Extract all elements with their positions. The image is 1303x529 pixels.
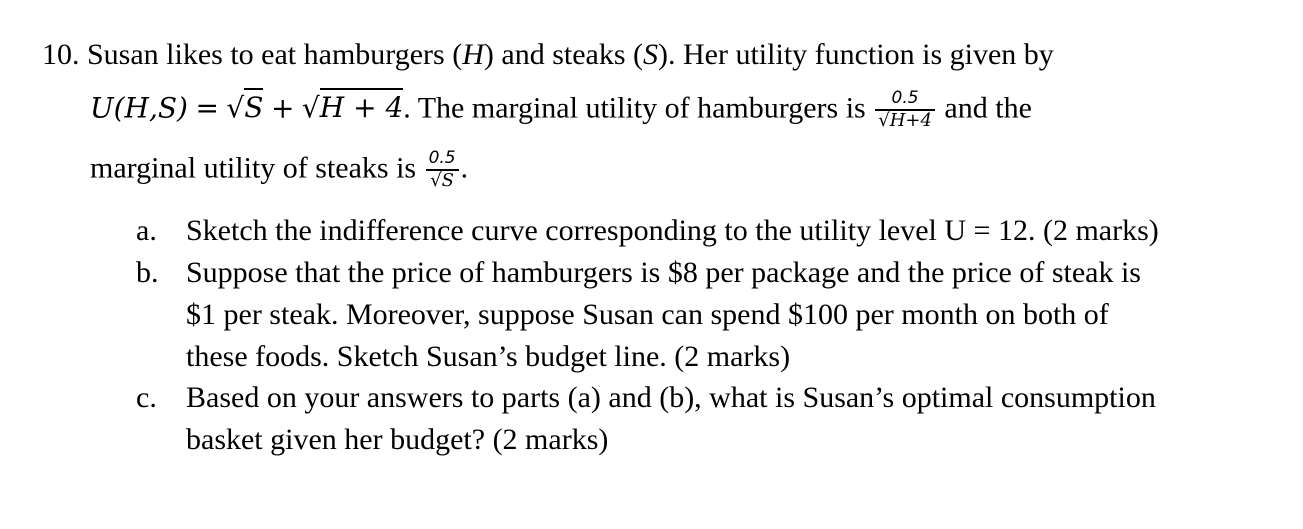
mu-h-denominator: √H+4 [875,109,935,131]
sqrt-h4-radicand: H + 4 [320,88,404,124]
equals-sign: = [195,91,219,125]
utility-period: . [403,91,411,125]
question-text-end: ). Her utility function is given by [658,38,1054,71]
mu-s-numerator: 0.5 [428,148,456,168]
s-variable: S [643,38,659,71]
part-c-line-2: basket given her budget? (2 marks) [186,423,609,456]
utility-lhs: U(H,S) [90,91,188,125]
question-line-1 [42,40,1054,70]
mu-s-text: marginal utility of steaks is [90,151,424,185]
mu-s-denominator: √S [426,169,459,191]
sqrt-s: √S [226,88,263,124]
mu-h-text: The marginal utility of hamburgers is [410,91,874,125]
h-variable: H [462,38,484,71]
question-text-mid: ) and steaks ( [483,38,644,71]
mu-h-numerator: 0.5 [891,88,919,108]
part-b-label: b. [136,256,159,289]
question-line-3 [90,150,468,191]
part-a-label: a. [136,214,157,247]
part-b-line-3: these foods. Sketch Susan’s budget line. (2 marks) [186,340,791,373]
part-a-line-1: Sketch the indifference curve corresponding to the utility level U = 12. (2 marks) [186,214,1159,247]
question-text-start: Susan likes to eat hamburgers ( [87,38,463,71]
mu-s-fraction [426,150,459,191]
part-c-label: c. [136,381,157,414]
question-line-2 [90,90,1032,131]
part-c-line-1: Based on your answers to parts (a) and (b), what is Susan’s optimal consumption [186,381,1156,414]
sqrt-h4: √H + 4 [302,88,403,124]
mu-h-fraction [875,90,935,131]
part-b-line-1: Suppose that the price of hamburgers is $8 per package and the price of steak is [186,256,1141,289]
sqrt-s-radicand: S [244,88,263,124]
part-b-line-2: $1 per steak. Moreover, suppose Susan can spend $100 per month on both of [186,298,1109,331]
question-number: 10. [42,38,80,71]
and-the-text: and the [936,91,1032,125]
plus-sign: + [270,91,295,125]
mu-s-end: . [460,151,469,185]
